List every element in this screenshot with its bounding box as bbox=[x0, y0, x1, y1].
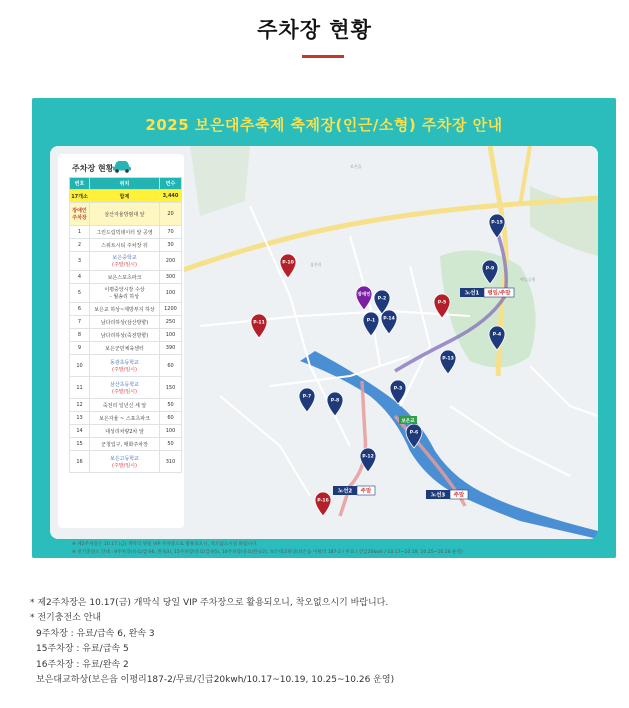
map-footnote: ※ 제2주차장은 10.17.(금) 개막식 당일 VIP 주차장으로 활용되오니, 착오없으시길 바랍니다. bbox=[72, 542, 258, 547]
parking-pin-red[interactable] bbox=[280, 254, 296, 278]
route-days: 주말 bbox=[453, 492, 465, 499]
notes-section bbox=[30, 596, 394, 688]
lot-location bbox=[90, 377, 160, 399]
route-days: 주말 bbox=[360, 488, 372, 495]
lot-number: 9 bbox=[70, 342, 90, 355]
pin-label: 장애인 bbox=[357, 292, 371, 298]
lot-name: 스위트시티 주차장 뒤 bbox=[101, 242, 148, 249]
banner-title: 2025 보은대추축제 축제장(인근/소형) 주차장 안내 bbox=[145, 116, 503, 134]
lot-count: 70 bbox=[160, 226, 182, 239]
lot-count: 250 bbox=[160, 316, 182, 329]
disabled-label-line: 장애인 bbox=[72, 208, 87, 214]
parking-pin-blue[interactable] bbox=[482, 260, 498, 284]
parking-table bbox=[69, 177, 182, 473]
note-line: 15주차장 : 유료/급속 5 bbox=[36, 644, 129, 655]
pin-label: P-7 bbox=[302, 394, 312, 400]
lot-count: 60 bbox=[160, 412, 182, 425]
parking-pin-blue[interactable] bbox=[363, 312, 379, 336]
parking-pin-blue[interactable] bbox=[440, 350, 456, 374]
table-row bbox=[70, 284, 182, 303]
col-header: 면수 bbox=[160, 178, 182, 190]
table-row bbox=[70, 399, 182, 412]
note-line: 보은대교하상(보은읍 이평리187-2/무료/긴급20kwh/10.17~10.19, 10.25~10.26 운영) bbox=[36, 675, 395, 686]
lot-location bbox=[90, 284, 160, 303]
legend-heading: 주차장 현황 bbox=[72, 164, 114, 173]
lot-location bbox=[90, 329, 160, 342]
table-row bbox=[70, 252, 182, 271]
lot-count: 100 bbox=[160, 425, 182, 438]
parking-pin-blue[interactable] bbox=[327, 392, 343, 416]
route-tag bbox=[333, 486, 375, 495]
disabled-parking-pin[interactable] bbox=[356, 286, 372, 310]
route-tag bbox=[426, 490, 468, 499]
note-line: * 제2주차장은 10.17(금) 개막식 당일 VIP 주차장으로 활용되오니, 착오없으시기 바랍니다. bbox=[30, 598, 389, 608]
lot-note: - 월송리 하상 bbox=[109, 294, 140, 300]
lot-location bbox=[90, 316, 160, 329]
bridge-label: 보은교 bbox=[401, 419, 415, 424]
lot-location bbox=[90, 342, 160, 355]
total-row bbox=[70, 190, 182, 203]
route-label: 노선3 bbox=[430, 492, 446, 499]
note-line: * 전기충전소 안내 bbox=[30, 613, 102, 624]
lot-number: 15 bbox=[70, 438, 90, 451]
lot-number: 11 bbox=[70, 377, 90, 399]
pin-label: P-16 bbox=[317, 498, 329, 504]
total-location: 합계 bbox=[90, 190, 160, 203]
lot-name: 이평중앙시장 수상 bbox=[104, 287, 145, 293]
table-row bbox=[70, 412, 182, 425]
lot-name: 보은교 하상~제방부지 하상 bbox=[94, 306, 155, 313]
lot-name: 삼산초등학교 bbox=[110, 381, 139, 388]
pin-label: P-10 bbox=[282, 260, 294, 266]
lot-number: 16 bbox=[70, 451, 90, 473]
parking-pin-red[interactable] bbox=[315, 492, 331, 516]
lot-name: 남다리하상(죽전방향) bbox=[100, 332, 149, 339]
lot-number: 14 bbox=[70, 425, 90, 438]
lot-number: 3 bbox=[70, 252, 90, 271]
lot-location bbox=[90, 252, 160, 271]
parking-pin-blue[interactable] bbox=[489, 326, 505, 350]
parking-pin-blue[interactable] bbox=[406, 424, 422, 448]
lot-number: 7 bbox=[70, 316, 90, 329]
lot-number: 10 bbox=[70, 355, 90, 377]
lot-number: 1 bbox=[70, 226, 90, 239]
table-row bbox=[70, 451, 182, 473]
lot-count: 50 bbox=[160, 438, 182, 451]
parking-pin-blue[interactable] bbox=[299, 388, 315, 412]
lot-location bbox=[90, 412, 160, 425]
table-row bbox=[70, 425, 182, 438]
lot-location bbox=[90, 271, 160, 284]
pin-label: P-12 bbox=[362, 454, 374, 460]
lot-count: 60 bbox=[160, 355, 182, 377]
lot-name: 보은자율 ~ 스포츠파크 bbox=[99, 415, 150, 422]
lot-location bbox=[90, 226, 160, 239]
disabled-parking-row bbox=[70, 203, 182, 226]
table-row bbox=[70, 377, 182, 399]
area-label: 삼산리 bbox=[310, 262, 322, 267]
lot-count: 310 bbox=[160, 451, 182, 473]
pin-label: P-9 bbox=[485, 266, 495, 272]
pin-label: P-2 bbox=[377, 296, 387, 302]
table-row bbox=[70, 271, 182, 284]
lot-location bbox=[90, 451, 160, 473]
pin-label: P-4 bbox=[492, 332, 502, 338]
lot-location bbox=[90, 399, 160, 412]
lot-location bbox=[90, 239, 160, 252]
table-row bbox=[70, 329, 182, 342]
lot-name: 대성리차량2차 앞 bbox=[105, 428, 144, 435]
lot-note: (주말/임시) bbox=[112, 388, 137, 395]
route-label: 노선1 bbox=[464, 290, 480, 297]
lot-name: 죽전리 일년신 세 앞 bbox=[102, 402, 147, 409]
disabled-label bbox=[70, 203, 90, 226]
table-row bbox=[70, 239, 182, 252]
pin-label: P-11 bbox=[253, 320, 265, 326]
lot-count: 50 bbox=[160, 399, 182, 412]
pin-label: P-3 bbox=[393, 386, 403, 392]
map-footnote: ※ 전기충전소 안내 : 9주차장(유료/급속6, 완속3), 15주차장(유료/급속5), 16주차장(유료/완속2), 보은대교하상(보은읍 이평리 187-2 / 무료 / 긴급20kwh / 10.17~10.19, 10.25~10.26 운영) bbox=[72, 550, 463, 555]
col-header: 위치 bbox=[90, 178, 160, 190]
table-row bbox=[70, 342, 182, 355]
lot-location bbox=[90, 355, 160, 377]
pin-label: P-1 bbox=[366, 318, 376, 324]
total-label: 17개소 bbox=[70, 190, 90, 203]
parking-pin-red[interactable] bbox=[434, 294, 450, 318]
pin-label: P-15 bbox=[491, 220, 503, 226]
table-row bbox=[70, 226, 182, 239]
car-icon bbox=[112, 159, 132, 173]
note-line: 9주차장 : 유료/급속 6, 완속 3 bbox=[36, 628, 155, 639]
lot-location bbox=[90, 438, 160, 451]
pin-label: P-6 bbox=[409, 430, 419, 436]
pin-label: P-8 bbox=[330, 398, 340, 404]
total-count: 3,440 bbox=[160, 190, 182, 203]
lot-count: 30 bbox=[160, 239, 182, 252]
lot-count: 1200 bbox=[160, 303, 182, 316]
lot-number: 5 bbox=[70, 284, 90, 303]
lot-location bbox=[90, 303, 160, 316]
parking-pin-blue[interactable] bbox=[381, 310, 397, 334]
pin-label: P-5 bbox=[437, 300, 447, 306]
lot-note: (주말/임시) bbox=[112, 462, 137, 469]
route-days: 평일/주말 bbox=[487, 290, 511, 297]
parking-pin-red[interactable] bbox=[251, 314, 267, 338]
lot-name: 보은스포츠파크 bbox=[107, 274, 142, 281]
lot-count: 100 bbox=[160, 284, 182, 303]
lot-number: 8 bbox=[70, 329, 90, 342]
lot-count: 300 bbox=[160, 271, 182, 284]
lot-count: 200 bbox=[160, 252, 182, 271]
lot-number: 12 bbox=[70, 399, 90, 412]
bridge-tag bbox=[399, 416, 417, 424]
parking-pin-blue[interactable] bbox=[360, 448, 376, 472]
parking-pin-blue[interactable] bbox=[489, 214, 505, 238]
note-line: 16주차장 : 유료/완속 2 bbox=[36, 659, 129, 670]
lot-number: 2 bbox=[70, 239, 90, 252]
lot-name: 보은고등학교 bbox=[110, 455, 139, 462]
lot-count: 390 bbox=[160, 342, 182, 355]
area-label: 보은읍 bbox=[350, 164, 362, 169]
lot-name: 남다리하상(삼산방향) bbox=[100, 319, 149, 326]
table-row bbox=[70, 355, 182, 377]
disabled-count: 20 bbox=[160, 203, 182, 226]
parking-pin-blue[interactable] bbox=[390, 380, 406, 404]
route-label: 노선2 bbox=[337, 488, 353, 495]
lot-count: 100 bbox=[160, 329, 182, 342]
route-tag bbox=[460, 288, 514, 297]
lot-number: 13 bbox=[70, 412, 90, 425]
lot-number: 4 bbox=[70, 271, 90, 284]
col-header: 번호 bbox=[70, 178, 90, 190]
lot-note: (주말/임시) bbox=[112, 366, 137, 373]
table-row bbox=[70, 303, 182, 316]
lot-number: 6 bbox=[70, 303, 90, 316]
table-row bbox=[70, 316, 182, 329]
page-title: 주차장 현황 bbox=[257, 18, 372, 42]
pin-label: P-14 bbox=[383, 316, 395, 322]
lot-count: 150 bbox=[160, 377, 182, 399]
lot-name: 군청입구, 매화주차장 bbox=[101, 441, 148, 448]
lot-name: 보은군민체육센터 bbox=[105, 345, 144, 352]
disabled-label-line: 주차장 bbox=[72, 215, 87, 221]
area-label: 뱃들공원 bbox=[520, 277, 536, 282]
table-row bbox=[70, 438, 182, 451]
lot-note: (주말/임시) bbox=[112, 262, 137, 268]
lot-name: 그린드림빅데이터 앞 공영 bbox=[96, 229, 153, 236]
lot-name: 보은중학교 bbox=[112, 255, 137, 261]
lot-name: 동광초등학교 bbox=[110, 359, 139, 366]
pin-label: P-13 bbox=[442, 356, 454, 362]
title-underline bbox=[302, 55, 344, 58]
lot-location bbox=[90, 425, 160, 438]
disabled-location: 삼산자율방범대 앞 bbox=[90, 203, 160, 226]
